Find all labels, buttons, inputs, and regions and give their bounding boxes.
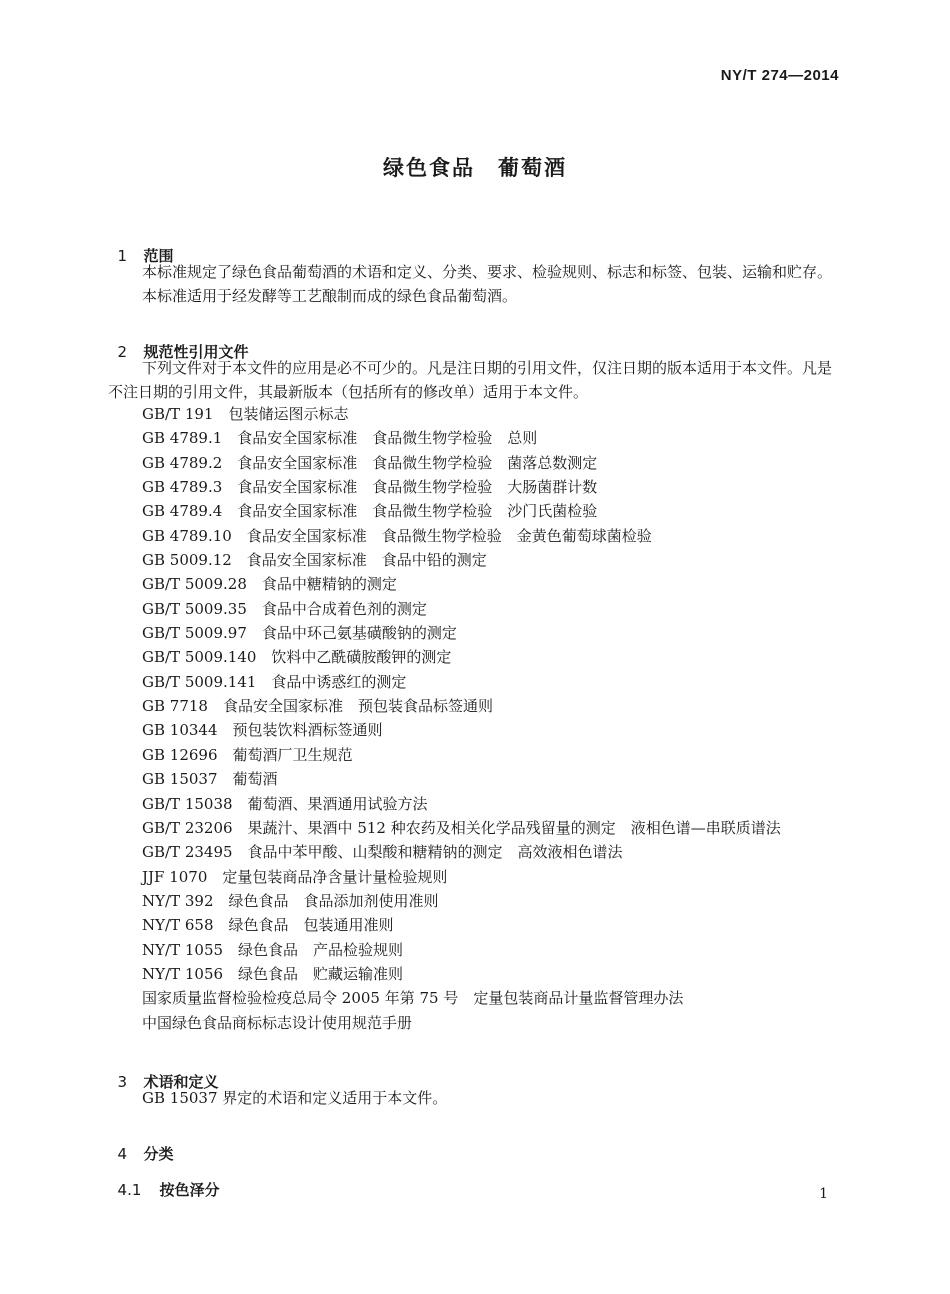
- reference-item: GB/T 23206 果蔬汁、果酒中 512 种农药及相关化学品残留量的测定 液相色谱—串联质谱法: [142, 818, 781, 837]
- reference-item: NY/T 658 绿色食品 包装通用准则: [142, 916, 394, 935]
- reference-item: GB/T 5009.97 食品中环己氨基磺酸钠的测定: [142, 624, 457, 643]
- reference-item: GB/T 5009.28 食品中糖精钠的测定: [142, 575, 397, 594]
- reference-item: GB 10344 预包装饮料酒标签通则: [142, 721, 383, 740]
- section-title: 规范性引用文件: [143, 343, 249, 361]
- section-number: 1: [117, 247, 128, 265]
- paragraph: GB 15037 界定的术语和定义适用于本文件。: [142, 1089, 448, 1107]
- normative-reference-list: [142, 402, 781, 1035]
- page-number: 1: [819, 1186, 828, 1202]
- section-number: 2: [117, 343, 128, 361]
- reference-item: 中国绿色食品商标标志设计使用规范手册: [142, 1013, 413, 1032]
- reference-item: NY/T 1055 绿色食品 产品检验规则: [142, 940, 404, 959]
- reference-item: GB/T 5009.140 饮料中乙酰磺胺酸钾的测定: [142, 648, 452, 667]
- reference-item: GB 15037 葡萄酒: [142, 770, 278, 789]
- reference-item: GB 7718 食品安全国家标准 预包装食品标签通则: [142, 697, 493, 716]
- reference-item: GB 4789.10 食品安全国家标准 食品微生物学检验 金黄色葡萄球菌检验: [142, 526, 652, 545]
- reference-item: GB/T 191 包装储运图示标志: [142, 405, 349, 423]
- section-number: 4.1: [117, 1181, 142, 1199]
- reference-item: GB/T 5009.35 食品中合成着色剂的测定: [142, 599, 427, 618]
- reference-item: GB 4789.4 食品安全国家标准 食品微生物学检验 沙门氏菌检验: [142, 502, 598, 521]
- reference-item: GB 4789.2 食品安全国家标准 食品微生物学检验 菌落总数测定: [142, 453, 598, 472]
- reference-item: GB 4789.3 食品安全国家标准 食品微生物学检验 大肠菌群计数: [142, 478, 598, 497]
- reference-item: GB/T 23495 食品中苯甲酸、山梨酸和糖精钠的测定 高效液相色谱法: [142, 843, 623, 862]
- section-heading-4: [108, 1124, 174, 1164]
- reference-item: JJF 1070 定量包装商品净含量计量检验规则: [142, 867, 448, 886]
- section-title: 按色泽分: [159, 1181, 220, 1199]
- page-title: 绿色食品 葡萄酒: [383, 156, 567, 180]
- section-title: 范围: [143, 247, 174, 265]
- section-number: 3: [117, 1073, 128, 1091]
- section-title: 术语和定义: [143, 1073, 219, 1091]
- reference-item: GB/T 5009.141 食品中诱惑红的测定: [142, 672, 407, 691]
- paragraph: 下列文件对于本文件的应用是必不可少的。凡是注日期的引用文件，仅注日期的版本适用于本文件。凡是不注日期的引用文件，其最新版本（包括所有的修改单）适用于本文件。: [108, 359, 833, 401]
- paragraph: 本标准规定了绿色食品葡萄酒的术语和定义、分类、要求、检验规则、标志和标签、包装、运输和贮存。: [142, 263, 833, 281]
- section-title: 分类: [143, 1145, 174, 1163]
- reference-item: GB 12696 葡萄酒厂卫生规范: [142, 745, 353, 764]
- reference-item: NY/T 392 绿色食品 食品添加剂使用准则: [142, 891, 439, 910]
- reference-item: GB 4789.1 食品安全国家标准 食品微生物学检验 总则: [142, 429, 538, 448]
- reference-item: NY/T 1056 绿色食品 贮藏运输准则: [142, 964, 404, 983]
- reference-item: GB 5009.12 食品安全国家标准 食品中铅的测定: [142, 551, 487, 570]
- document-code: NY/T 274—2014: [720, 67, 839, 84]
- section-number: 4: [117, 1145, 128, 1163]
- reference-item: GB/T 15038 葡萄酒、果酒通用试验方法: [142, 794, 428, 813]
- subsection-heading-4-1: [108, 1160, 220, 1200]
- reference-item: 国家质量监督检验检疫总局令 2005 年第 75 号 定量包装商品计量监督管理办法: [142, 989, 684, 1008]
- paragraph: 本标准适用于经发酵等工艺酿制而成的绿色食品葡萄酒。: [142, 287, 518, 305]
